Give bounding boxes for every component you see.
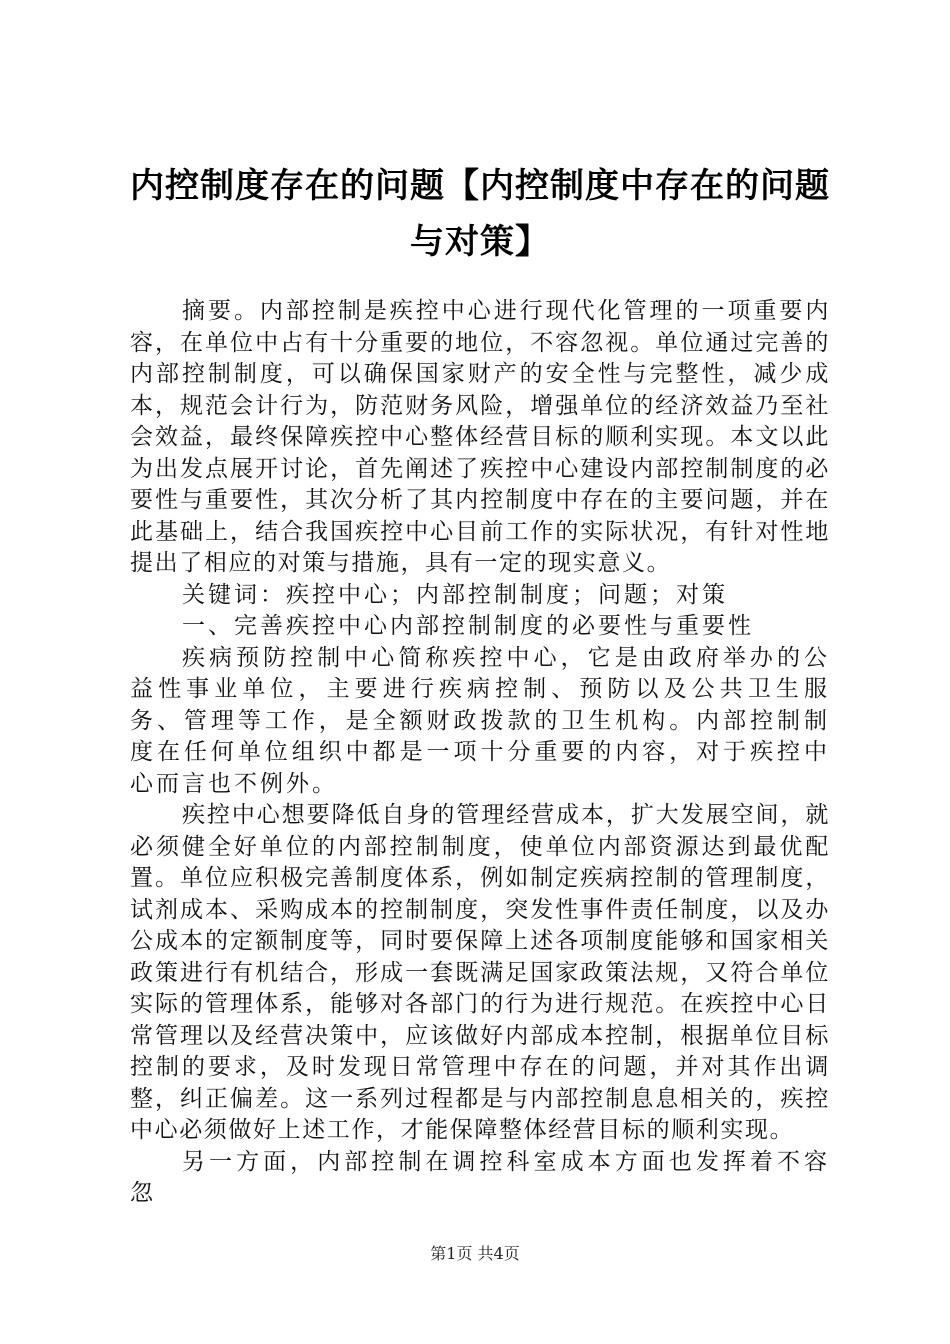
body-paragraph: 疾病预防控制中心简称疾控中心，它是由政府举办的公益性事业单位，主要进行疾病控制、预防以及公共卫生服务、管理等工作，是全额财政拨款的卫生机构。内部控制制度在任何单位组织中都是一项十分重要的内容，对于疾控中心而言也不例外。 bbox=[130, 644, 830, 797]
page-footer: 第1页 共4页 bbox=[430, 1244, 520, 1263]
document-body bbox=[130, 296, 830, 1210]
document-title: 内控制度存在的问题【内控制度中存在的问题与对策】 bbox=[130, 166, 830, 262]
abstract-paragraph: 摘要。内部控制是疾控中心进行现代化管理的一项重要内容，在单位中占有十分重要的地位，不容忽视。单位通过完善的内部控制制度，可以确保国家财产的安全性与完整性，减少成本，规范会计行为，防范财务风险，增强单位的经济效益乃至社会效益，最终保障疾控中心整体经营目标的顺利实现。本文以此为出发点展开讨论，首先阐述了疾控中心建设内部控制制度的必要性与重要性，其次分析了其内控制度中存在的主要问题，并在此基础上，结合我国疾控中心目前工作的实际状况，有针对性地提出了相应的对策与措施，具有一定的现实意义。 bbox=[130, 298, 830, 576]
body-paragraph: 疾控中心想要降低自身的管理经营成本，扩大发展空间，就必须健全好单位的内部控制制度，使单位内部资源达到最优配置。单位应积极完善制度体系，例如制定疾病控制的管理制度，试剂成本、采购成本的控制制度，突发性事件责任制度，以及办公成本的定额制度等，同时要保障上述各项制度能够和国家相关政策进行有机结合，形成一套既满足国家政策法规，又符合单位实际的管理体系，能够对各部门的行为进行规范。在疾控中心日常管理以及经营决策中，应该做好内部成本控制，根据单位目标控制的要求，及时发现日常管理中存在的问题，并对其作出调整，纠正偏差。这一系列过程都是与内部控制息息相关的，疾控中心必须做好上述工作，才能保障整体经营目标的顺利实现。 bbox=[130, 802, 830, 1143]
keywords-line: 关键词：疾控中心；内部控制制度；问题；对策 bbox=[182, 581, 728, 608]
body-paragraph: 另一方面，内部控制在调控科室成本方面也发挥着不容忽 bbox=[130, 1148, 830, 1206]
section-heading: 一、完善疾控中心内部控制制度的必要性与重要性 bbox=[182, 613, 754, 639]
